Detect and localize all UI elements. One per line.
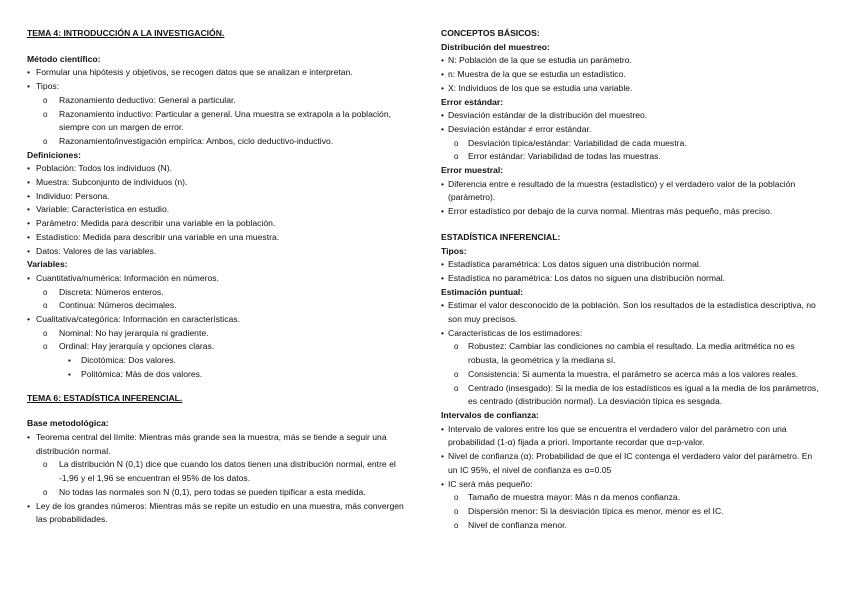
intervalos-item: • Nivel de confianza (α): Probabilidad de que el IC contenga el verdadero valor del parámetro. En un IC 95%, el nivel de confianza es α=0.05 — [441, 450, 821, 477]
conceptos-heading: CONCEPTOS BÁSICOS: — [441, 28, 540, 38]
cuantitativa-sub-item: o Continua: Números decimales. — [27, 299, 405, 313]
tipos-item: • Estadística paramétrica: Los datos siguen una distribución normal. — [441, 258, 821, 272]
definiciones-heading: Definiciones: — [27, 149, 81, 160]
ley-item: • Ley de los grandes números: Mientras más se repite un estudio en una muestra, más convergen las probabilidades. — [27, 500, 405, 527]
caracteristicas-sub-item: o Consistencia: Si aumenta la muestra, el parámetro se acerca más a los valores reales. — [441, 368, 821, 382]
error-estandar-item: • Desviación estándar de la distribución del muestreo. — [441, 109, 821, 123]
tema6-title: TEMA 6: ESTADÍSTICA INFERENCIAL. — [27, 392, 183, 403]
variables-heading: Variables: — [27, 259, 68, 270]
tipos-item: o Razonamiento deductivo: General a particular. — [27, 94, 405, 108]
teorema-sub-item: o La distribución N (0,1) dice que cuando los datos tienen una distribución normal, entre el -1,96 y el 1,96 se encuentran el 95% de los datos. — [27, 458, 405, 485]
distribucion-heading: Distribución del muestreo: — [441, 41, 550, 52]
metodo-heading: Método científico: — [27, 53, 101, 64]
inferencial-heading: ESTADÍSTICA INFERENCIAL: — [441, 231, 561, 242]
right-column — [441, 27, 821, 532]
intervalos-item: • IC será más pequeño: — [441, 478, 821, 492]
tema4-title: TEMA 4: INTRODUCCIÓN A LA INVESTIGACIÓN. — [27, 28, 225, 38]
distribucion-item: • N: Población de la que se estudia un parámetro. — [441, 54, 821, 68]
tipos-item: o Razonamiento inductivo: Particular a general. Una muestra se extrapola a la población, siempre con un margen de error. — [27, 108, 405, 135]
tipos-item: o Razonamiento/investigación empírica: Ambos, ciclo deductivo-inductivo. — [27, 135, 405, 149]
cualitativa-sub-item: o Ordinal: Hay jerarquía y opciones claras. — [27, 340, 405, 354]
ic-sub-item: o Tamaño de muestra mayor: Más n da menos confianza. — [441, 491, 821, 505]
error-estandar-heading: Error estándar: — [441, 96, 504, 107]
caracteristicas-sub-item: o Centrado (insesgado): Si la media de los estadísticos es igual a la media de los parámetros, es centrado (distribución normal). La desviación típica es sesgada. — [441, 382, 821, 409]
teorema-sub-item: o No todas las normales son N (0,1), pero todas se pueden tipificar a esta medida. — [27, 486, 405, 500]
estimacion-heading: Estimación puntual: — [441, 286, 524, 297]
definicion-item: • Datos: Valores de las variables. — [27, 245, 405, 259]
ic-sub-item: o Nivel de confianza menor. — [441, 519, 821, 533]
caracteristicas-item: • Características de los estimadores: — [441, 327, 821, 341]
ordinal-sub-item: ▪ Dicotómica: Dos valores. — [27, 354, 405, 368]
definicion-item: • Estadístico: Medida para describir una variable en una muestra. — [27, 231, 405, 245]
base-heading: Base metodológica: — [27, 418, 109, 429]
metodo-item: • Formular una hipótesis y objetivos, se recogen datos que se analizan e interpretan. — [27, 66, 405, 80]
caracteristicas-sub-item: o Robustez: Cambiar las condiciones no cambia el resultado. La media aritmética no es robusta, la geométrica y la mediana sí. — [441, 340, 821, 367]
error-estandar-sub-item: o Desviación típica/estándar: Variabilidad de cada muestra. — [441, 137, 821, 151]
distribucion-item: • n: Muestra de la que se estudia un estadístico. — [441, 68, 821, 82]
cuantitativa-sub-item: o Discreta: Números enteros. — [27, 286, 405, 300]
intervalos-heading: Intervalos de confianza: — [441, 409, 539, 420]
definicion-item: • Individuo: Persona. — [27, 190, 405, 204]
definicion-item: • Población: Todos los individuos (N). — [27, 162, 405, 176]
teorema-item: • Teorema central del límite: Mientras más grande sea la muestra, más se tiende a seguir una distribución normal. — [27, 431, 405, 458]
estimacion-item: • Estimar el valor desconocido de la población. Son los resultados de la estadística descriptiva, no son muy precisos. — [441, 299, 821, 326]
error-muestral-item: • Error estadístico por debajo de la curva normal. Mientras más pequeño, más preciso. — [441, 205, 821, 219]
cualitativa-item: • Cualitativa/categórica: Información en características. — [27, 313, 405, 327]
ic-sub-item: o Dispersión menor: Si la desviación típica es menor, menor es el IC. — [441, 505, 821, 519]
error-estandar-item: • Desviación estándar ≠ error estándar. — [441, 123, 821, 137]
error-muestral-heading: Error muestral: — [441, 165, 504, 176]
error-muestral-item: • Diferencia entre e resultado de la muestra (estadístico) y el verdadero valor de la población (parámetro). — [441, 178, 821, 205]
ordinal-sub-item: ▪ Politómica: Más de dos valores. — [27, 368, 405, 382]
cuantitativa-item: • Cuantitativa/numérica: Información en números. — [27, 272, 405, 286]
tipos-heading: Tipos: — [441, 245, 467, 256]
definicion-item: • Parámetro: Medida para describir una variable en la población. — [27, 217, 405, 231]
error-estandar-sub-item: o Error estándar: Variabilidad de todas las muestras. — [441, 150, 821, 164]
intervalos-item: • Intervalo de valores entre los que se encuentra el verdadero valor del parámetro con una probabilidad (1-α) fijada a priori. Importante recordar que α=p-valor. — [441, 423, 821, 450]
cualitativa-sub-item: o Nominal: No hay jerarquía ni gradiente. — [27, 327, 405, 341]
definicion-item: • Muestra: Subconjunto de individuos (n). — [27, 176, 405, 190]
tipos-item: • Estadística no paramétrica: Los datos no siguen una distribución normal. — [441, 272, 821, 286]
tipos-label: • Tipos: — [27, 80, 405, 94]
left-column — [27, 27, 405, 527]
definicion-item: • Variable: Característica en estudio. — [27, 203, 405, 217]
distribucion-item: • X: Individuos de los que se estudia una variable. — [441, 82, 821, 96]
